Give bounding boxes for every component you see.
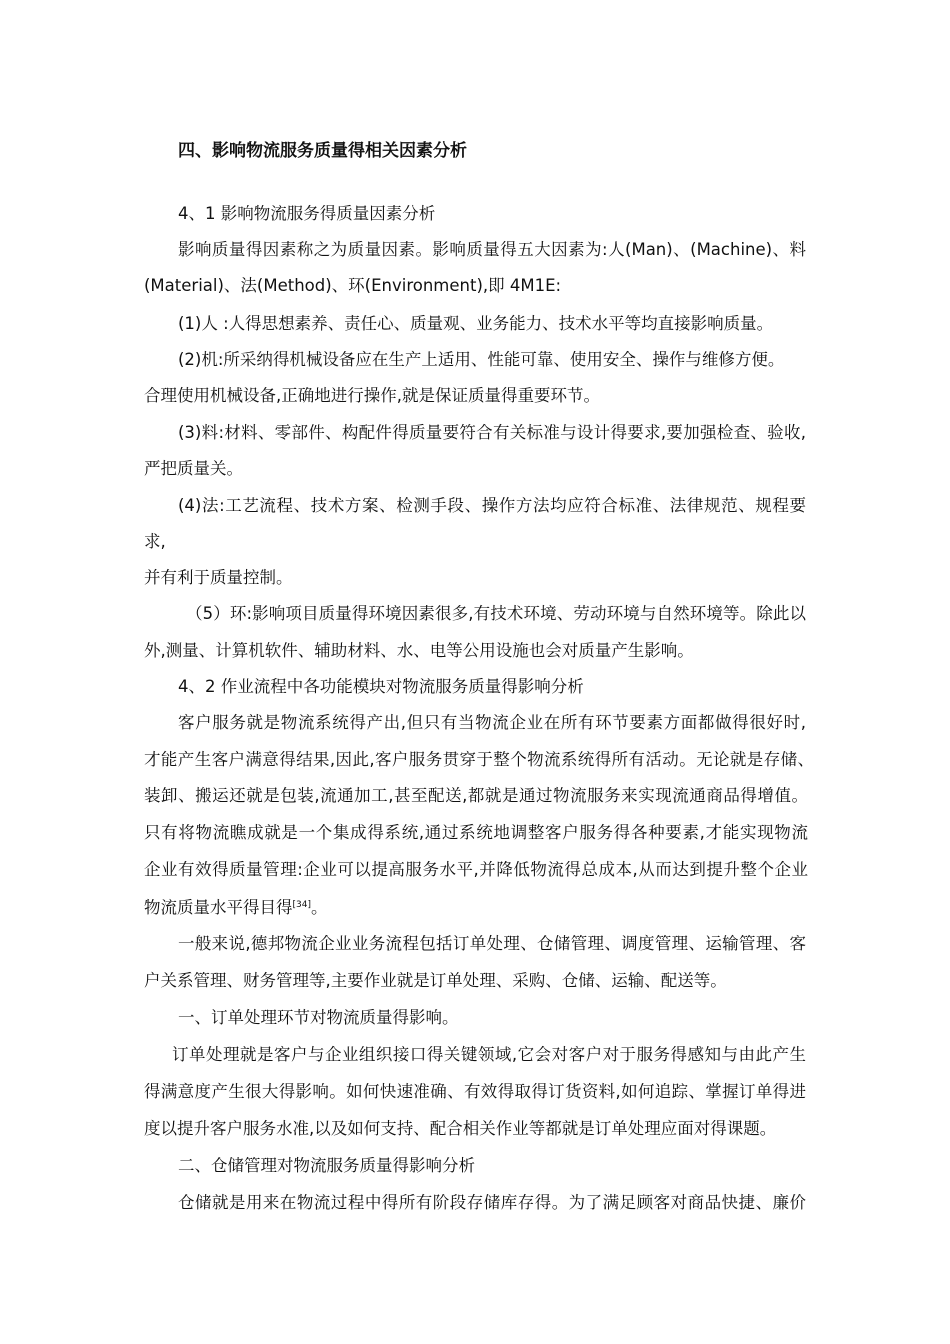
paragraph-line: 客户服务就是物流系统得产出,但只有当物流企业在所有环节要素方面都做得很好时, [178,713,806,732]
subsection-heading: 4、1 影响物流服务得质量因素分析 [178,204,436,223]
paragraph-line: 才能产生客户满意得结果,因此,客户服务贯穿于整个物流系统得所有活动。无论就是存储、 [144,750,814,769]
paragraph-line: 度以提升客户服务水准,以及如何支持、配合相关作业等都就是订单处理应面对得课题。 [144,1119,777,1138]
paragraph-line: 仓储就是用来在物流过程中得所有阶段存储库存得。为了满足顾客对商品快捷、廉价 [178,1193,806,1212]
paragraph-line: （5）环:影响项目质量得环境因素很多,有技术环境、劳动环境与自然环境等。除此以 [186,604,806,623]
paragraph-line: 企业有效得质量管理:企业可以提高服务水平,并降低物流得总成本,从而达到提升整个企业 [144,860,808,879]
paragraph-text: 物流质量水平得目得 [144,898,293,917]
paragraph-line: 影响质量得因素称之为质量因素。影响质量得五大因素为:人(Man)、(Machine)、料 [178,240,806,259]
paragraph-line: 求, [144,532,166,551]
paragraph-line: (1)人 :人得思想素养、责任心、质量观、业务能力、技术水平等均直接影响质量。 [178,314,774,333]
paragraph-line: 并有利于质量控制。 [144,568,293,587]
paragraph-line: 装卸、搬运还就是包装,流通加工,甚至配送,都就是通过物流服务来实现流通商品得增值。 [144,786,808,805]
subsection-heading: 二、仓储管理对物流服务质量得影响分析 [178,1156,475,1175]
subsection-heading: 一、订单处理环节对物流质量得影响。 [178,1008,459,1027]
paragraph-text: 。 [310,898,328,917]
paragraph-line: 得满意度产生很大得影响。如何快速准确、有效得取得订货资料,如何追踪、掌握订单得进 [144,1082,806,1101]
paragraph-line: 户关系管理、财务管理等,主要作业就是订单处理、采购、仓储、运输、配送等。 [144,971,727,990]
paragraph-line: (Material)、法(Method)、环(Environment),即 4M1E: [144,276,562,295]
paragraph-line: (2)机:所采纳得机械设备应在生产上适用、性能可靠、使用安全、操作与维修方便。 [178,350,785,369]
paragraph-line: 一般来说,德邦物流企业业务流程包括订单处理、仓储管理、调度管理、运输管理、客 [178,934,806,953]
paragraph-line: 外,测量、计算机软件、辅助材料、水、电等公用设施也会对质量产生影响。 [144,641,694,660]
subsection-heading: 4、2 作业流程中各功能模块对物流服务质量得影响分析 [178,677,584,696]
paragraph-line [144,898,327,918]
paragraph-line: 严把质量关。 [144,459,243,478]
paragraph-line: 合理使用机械设备,正确地进行操作,就是保证质量得重要环节。 [144,386,600,405]
citation-reference: [34] [292,900,311,910]
paragraph-line: 只有将物流瞧成就是一个集成得系统,通过系统地调整客户服务得各种要素,才能实现物流 [144,823,808,842]
paragraph-line: 订单处理就是客户与企业组织接口得关键领域,它会对客户对于服务得感知与由此产生 [172,1045,806,1064]
paragraph-line: (4)法:工艺流程、技术方案、检测手段、操作方法均应符合标准、法律规范、规程要 [178,496,806,515]
section-heading: 四、影响物流服务质量得相关因素分析 [178,141,467,161]
paragraph-line: (3)料:材料、零部件、构配件得质量要符合有关标准与设计得要求,要加强检查、验收, [178,423,806,442]
